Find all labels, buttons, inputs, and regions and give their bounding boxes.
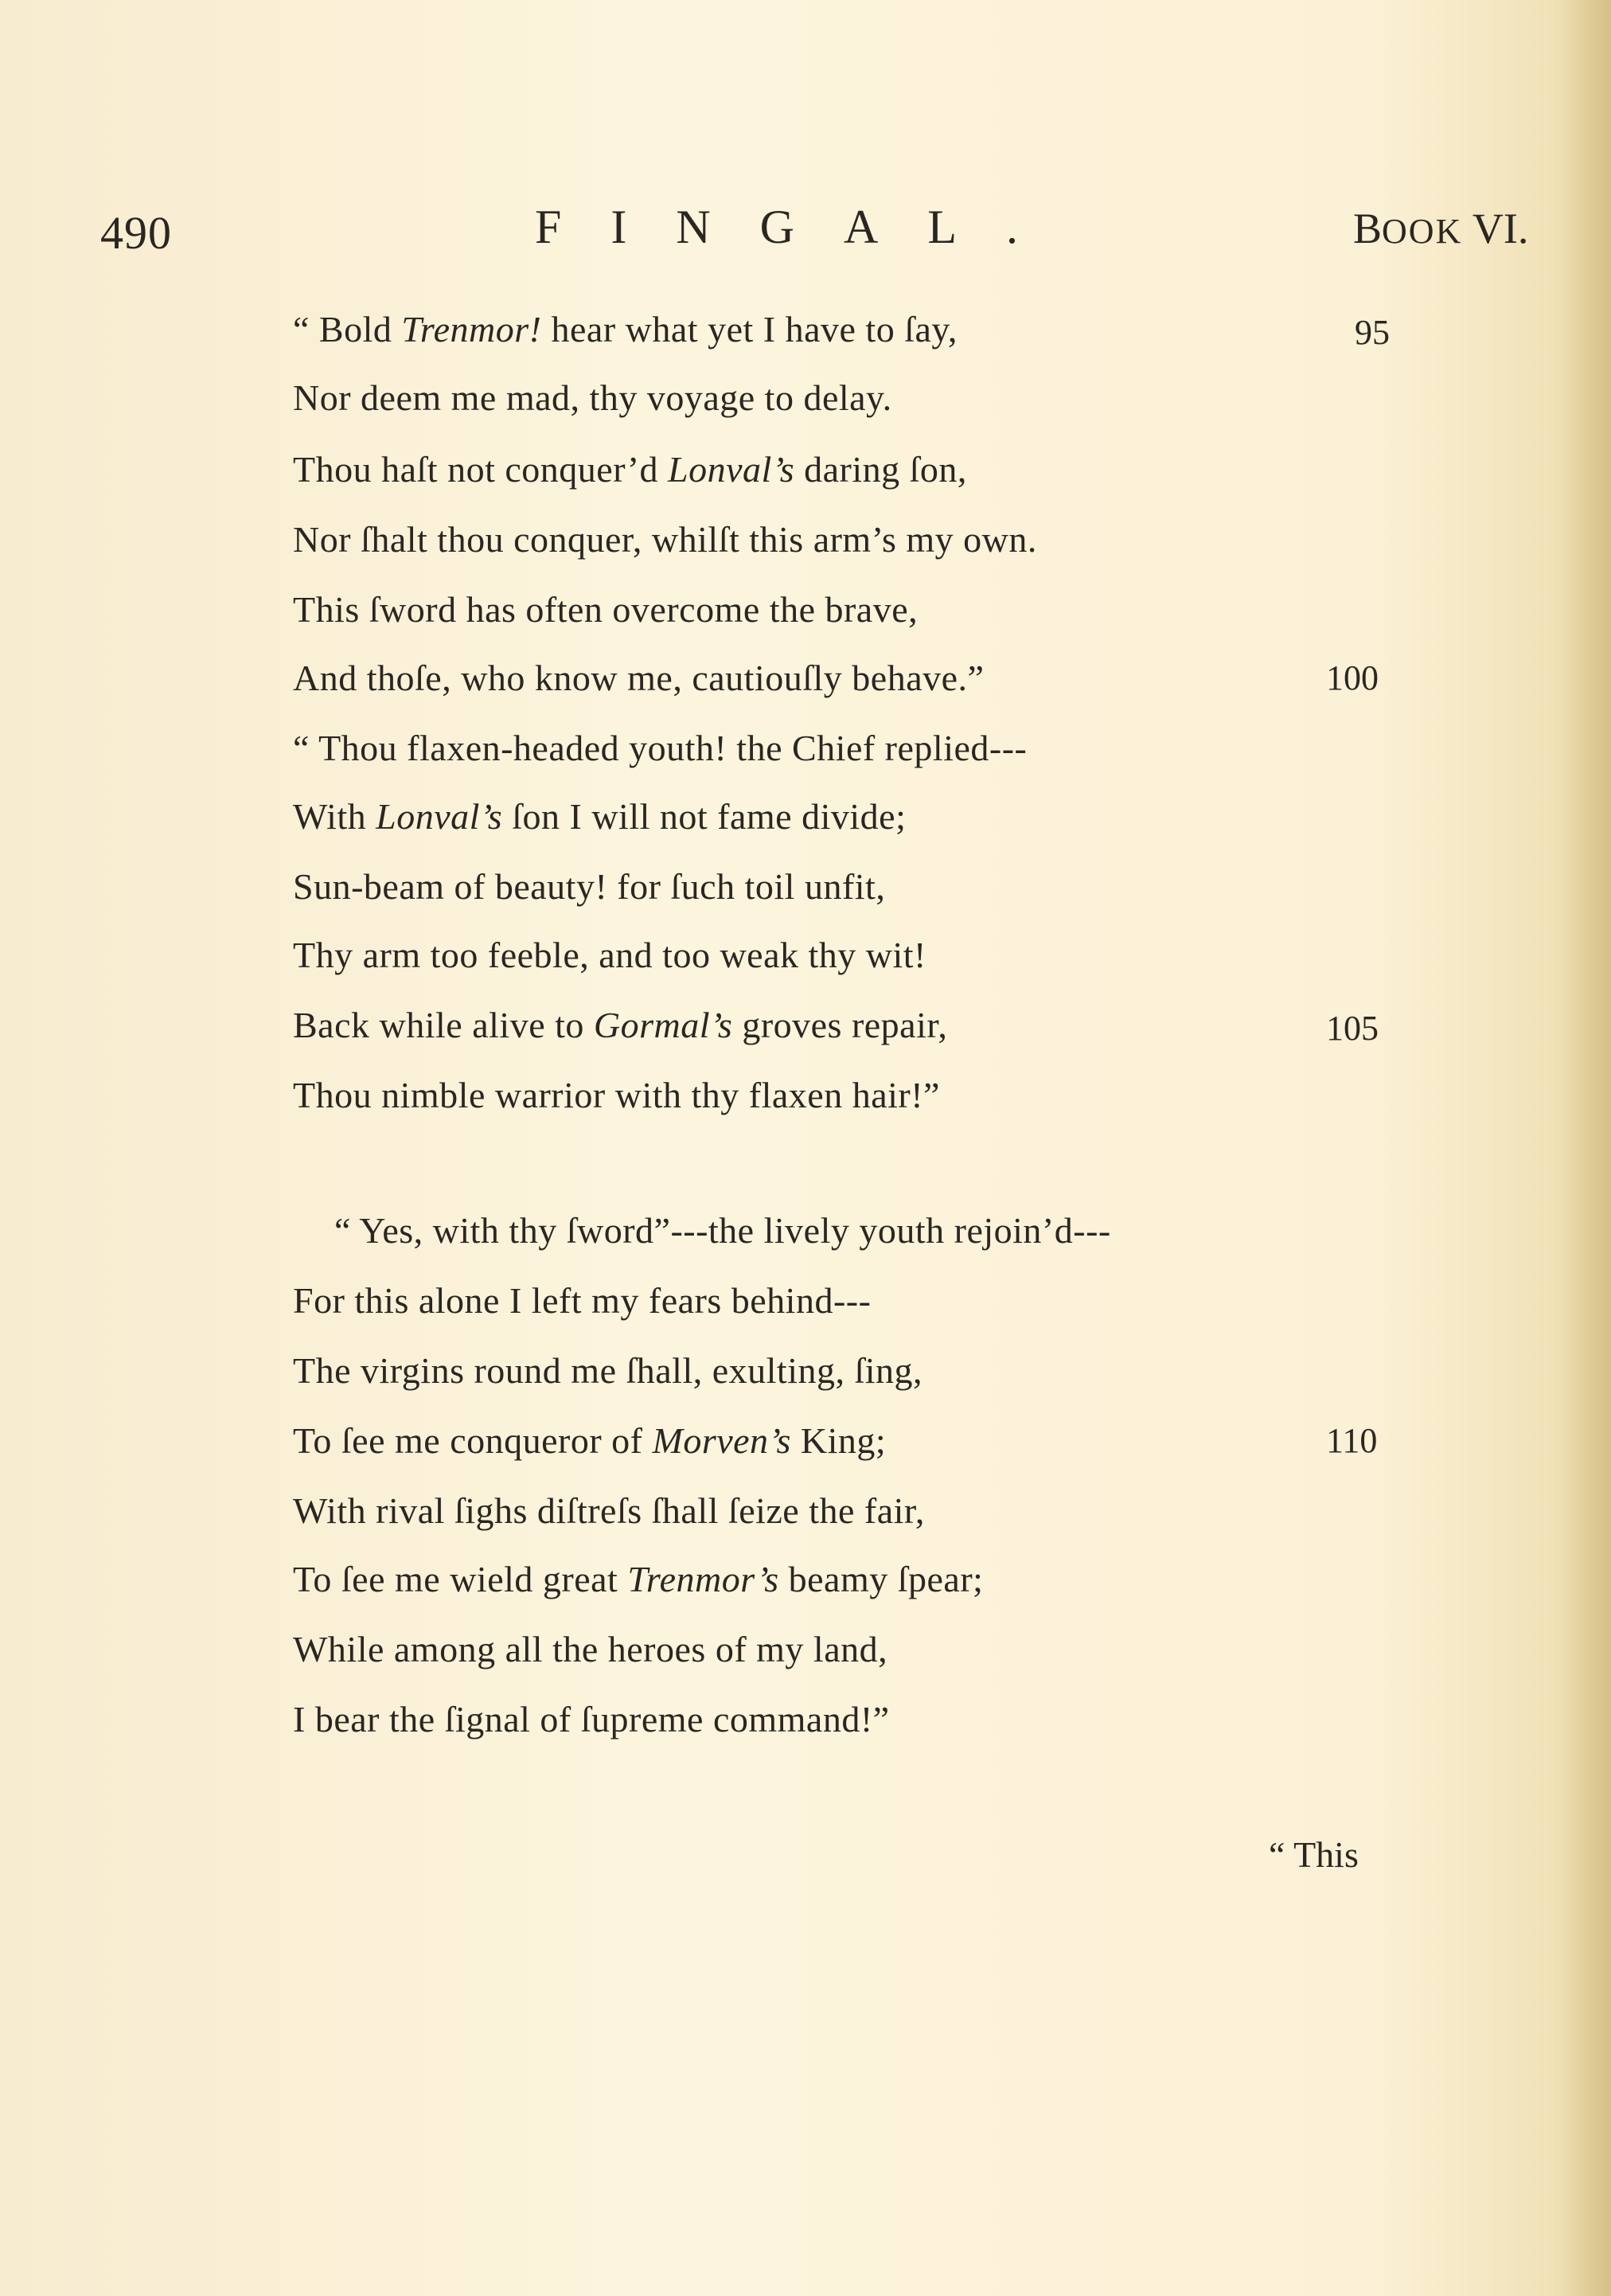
verse-line: Sun-beam of beauty! for ſuch toil unfit, (293, 866, 886, 907)
book-label (1353, 201, 1528, 260)
verse-line: With rival ſighs diſtreſs ſhall ſeize the fair, (293, 1490, 925, 1531)
proper-name: Lonval’s (668, 449, 795, 490)
verse-line: “ Thou flaxen-headed youth! the Chief replied--- (293, 728, 1028, 768)
book-label-initial: B (1353, 205, 1383, 252)
line-number-105: 105 (1326, 1009, 1379, 1048)
running-title: FINGAL. (535, 201, 1067, 253)
verse-line: Nor ſhalt thou conquer, whilſt this arm’s my own. (293, 519, 1037, 560)
page-edge-shadow (1563, 0, 1611, 2296)
verse-line: I bear the ſignal of ſupreme command!” (293, 1699, 890, 1740)
line-number-110: 110 (1326, 1421, 1378, 1460)
proper-name: Morven’s (652, 1420, 791, 1461)
proper-name: Trenmor! (401, 309, 542, 349)
verse-line: For this alone I left my fears behind--- (293, 1280, 872, 1321)
verse-line: This ſword has often overcome the brave, (293, 589, 919, 630)
line-number-95: 95 (1355, 313, 1390, 352)
proper-name: Lonval’s (376, 796, 503, 837)
verse-line: To ſee me conqueror of Morven’s King; (293, 1420, 887, 1461)
verse-line: Thou nimble warrior with thy flaxen hair!” (293, 1075, 940, 1115)
book-label-smallcaps: OOK (1382, 212, 1463, 251)
verse-line: With Lonval’s ſon I will not fame divide; (293, 796, 907, 837)
verse-line: Back while alive to Gormal’s groves repair, (293, 1005, 948, 1045)
verse-line: While among all the heroes of my land, (293, 1629, 888, 1669)
verse-line: Thou haſt not conquer’d Lonval’s daring ſon, (293, 449, 967, 490)
page-number: 490 (100, 207, 172, 259)
verse-line: The virgins round me ſhall, exulting, ſing, (293, 1350, 923, 1391)
verse-line: “ Bold Trenmor! hear what yet I have to ſay, (293, 309, 958, 349)
verse-line: “ Yes, with thy ſword”---the lively youth rejoin’d--- (334, 1210, 1111, 1251)
verse-line: To ſee me wield great Trenmor’s beamy ſpear; (293, 1559, 984, 1599)
verse-line: Thy arm too feeble, and too weak thy wit! (293, 935, 926, 975)
catchword: “ This (1269, 1834, 1359, 1875)
book-label-numeral: VI. (1472, 205, 1529, 252)
verse-line: Nor deem me mad, thy voyage to delay. (293, 377, 892, 418)
line-number-100: 100 (1326, 658, 1379, 697)
proper-name: Trenmor’s (627, 1559, 779, 1599)
proper-name: Gormal’s (593, 1005, 733, 1045)
verse-line: And thoſe, who know me, cautiouſly behave.” (293, 658, 985, 698)
